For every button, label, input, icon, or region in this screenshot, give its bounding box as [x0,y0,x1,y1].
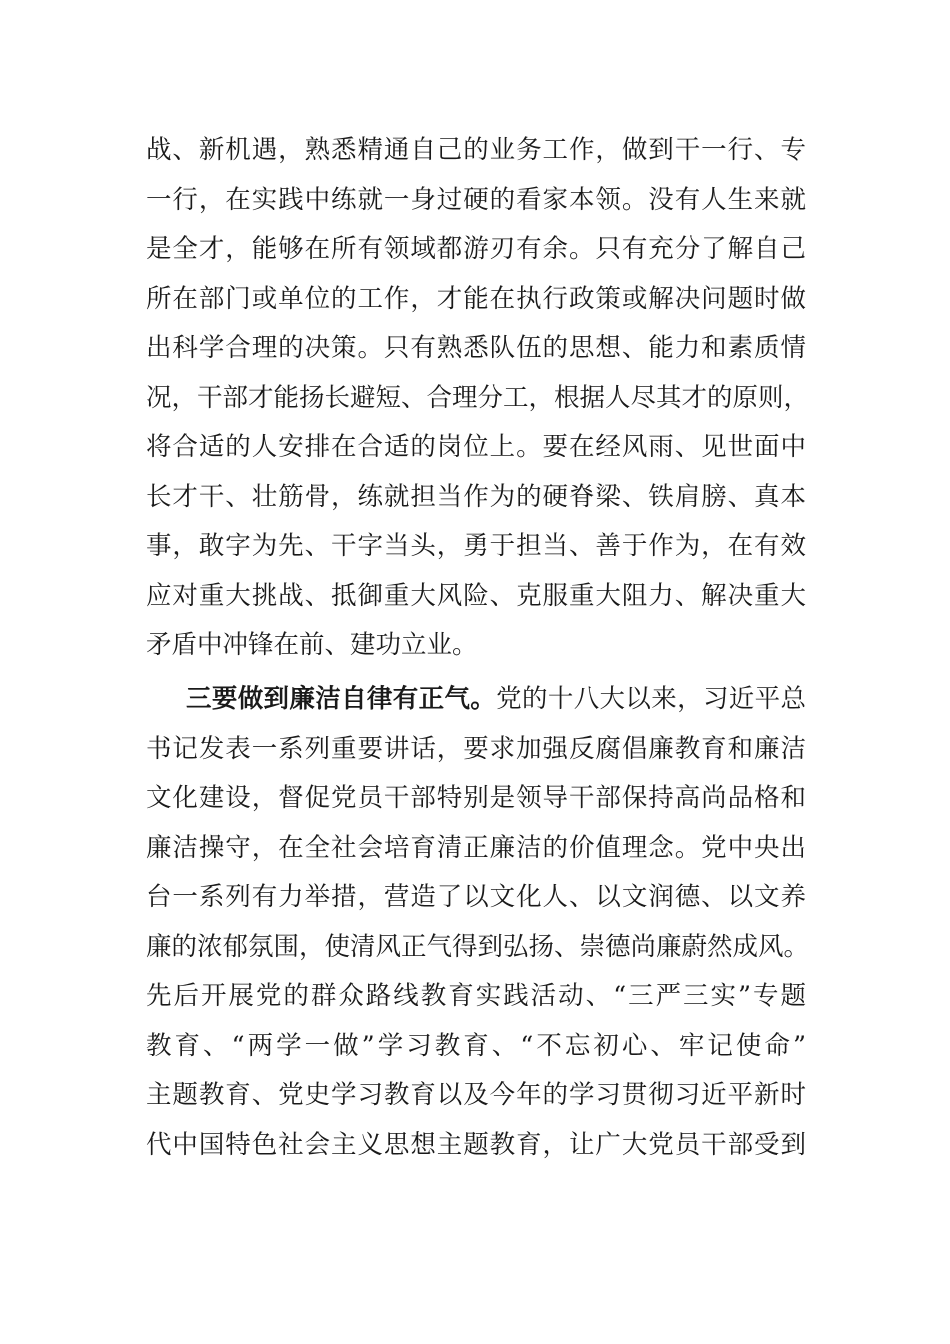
text-line: 文化建设，督促党员干部特别是领导干部保持高尚品格和 [146,783,806,813]
text-line: 出科学合理的决策。只有熟悉队伍的思想、能力和素质情 [146,333,806,363]
text-line: 廉洁操守，在全社会培育清正廉洁的价值理念。党中央出 [146,832,806,863]
text-line: 事，敢字为先、干字当头，勇于担当、善于作为，在有效 [146,531,806,561]
text-line: 长才干、壮筋骨，练就担当作为的硬脊梁、铁肩膀、真本 [146,481,806,512]
text-line: 廉的浓郁氛围，使清风正气得到弘扬、崇德尚廉蔚然成风。 [146,931,810,962]
text-line: 是全才，能够在所有领域都游刃有余。只有充分了解自己 [146,234,806,264]
text-line: 况，干部才能扬长避短、合理分工，根据人尽其才的原则， [146,382,810,413]
paragraph-1 [146,126,810,671]
text-line: 将合适的人安排在合适的岗位上。要在经风雨、见世面中 [146,432,806,462]
paragraph-2 [146,675,810,1170]
text-line: 矛盾中冲锋在前、建功立业。 [146,630,478,660]
text-line: 应对重大挑战、抵御重大风险、克服重大阻力、解决重大 [146,580,806,611]
text-line: 台一系列有力举措，营造了以文化人、以文润德、以文养 [146,882,806,912]
text-line: 战、新机遇，熟悉精通自己的业务工作，做到干一行、专 [146,135,806,165]
text-line: 代中国特色社会主义思想主题教育，让广大党员干部受到 [146,1129,806,1160]
text-line: 主题教育、党史学习教育以及今年的学习贯彻习近平新时 [146,1080,806,1110]
text-line: 所在部门或单位的工作，才能在执行政策或解决问题时做 [146,283,806,314]
text-line: 一行，在实践中练就一身过硬的看家本领。没有人生来就 [146,184,806,215]
paragraph-first-line [146,675,806,725]
text-line: 书记发表一系列重要讲话，要求加强反腐倡廉教育和廉洁 [146,733,806,764]
paragraph-first-line-text: 党的十八大以来，习近平总 [496,684,806,714]
paragraph-heading: 三要做到廉洁自律有正气。 [186,684,497,714]
text-line: 先后开展党的群众路线教育实践活动、“三严三实”专题 [146,981,806,1011]
text-line: 教育、“两学一做”学习教育、“不忘初心、牢记使命” [146,1030,806,1061]
